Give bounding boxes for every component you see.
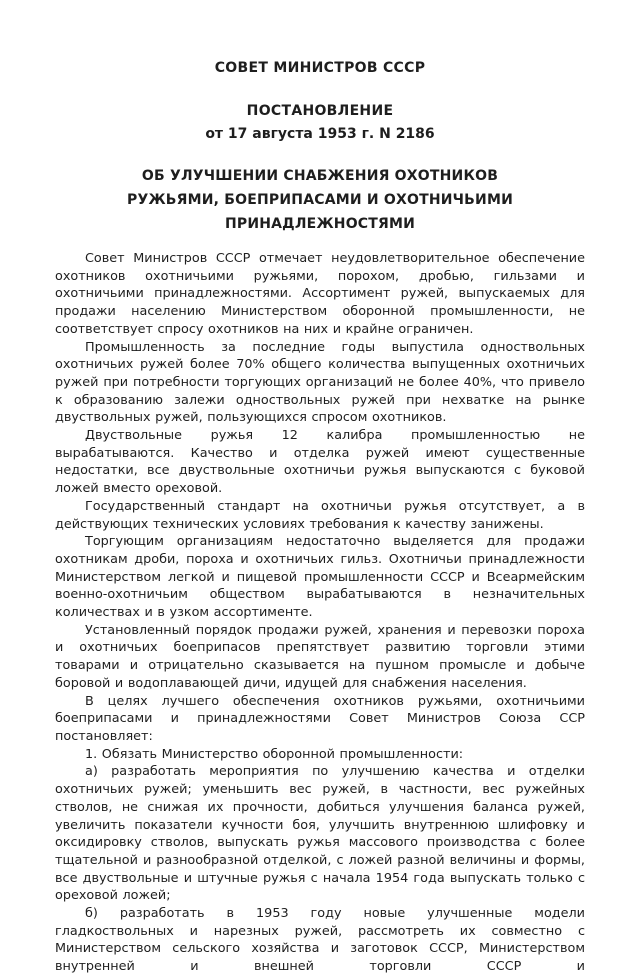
body-paragraph: Торгующим организациям недостаточно выделяется для продажи охотникам дроби, пороха и охотничьих гильз. Охотничьи принадлежности Министерством легкой и пищевой промышленности СССР и Всеармейским военно-охотничьим обществом вырабатываются в незначительных количествах и в узком ассортименте.: [55, 534, 585, 621]
body-paragraph: Промышленность за последние годы выпустила одноствольных охотничьих ружей более 70% общего количества выпущенных охотничьих ружей при потребности торгующих организаций не более 40%, что привело к образованию залежи одноствольных ружей при нехватке на рынке двуствольных ружей, пользующихся спросом охотников.: [55, 339, 585, 426]
document-type: ПОСТАНОВЛЕНИЕ: [246, 103, 394, 119]
body-paragraph: Установленный порядок продажи ружей, хранения и перевозки пороха и охотничьих боеприпасов препятствует развитию торговли этими товарами и отрицательно сказывается на пушном промысле и добыче боровой и водоплавающей дичи, идущей для снабжения населения.: [55, 622, 585, 691]
document-title: ОБ УЛУЧШЕНИИ СНАБЖЕНИЯ ОХОТНИКОВ РУЖЬЯМИ, БОЕПРИПАСАМИ И ОХОТНИЧЬИМИ ПРИНАДЛЕЖНОСТЯМИ: [126, 168, 514, 232]
body-paragraph: В целях лучшего обеспечения охотников ружьями, охотничьими боеприпасами и принадлежностями Совет Министров Союза ССР постановляет:: [55, 693, 585, 744]
body-paragraph-subitem-a: а) разработать мероприятия по улучшению качества и отделки охотничьих ружей; уменьшить вес ружей, в частности, вес ружейных стволов, не снижая их прочности, добиться улучшения баланса ружей, увеличить показатели кучности боя, улучшить внутреннюю шлифовку и оксидировку стволов, выпускать ружья массового производства с более тщательной и разнообразной отделкой, с ложей разной величины и формы, все двуствольные и штучные ружья с начала 1954 года выпускать только с ореховой ложей;: [55, 764, 585, 904]
body-paragraph: Совет Министров СССР отмечает неудовлетворительное обеспечение охотников охотничьими ружьями, порохом, дробью, гильзами и охотничьими принадлежностями. Ассортимент ружей, выпускаемых для продажи населению Министерством оборонной промышленности, не соответствует спросу охотников на них и крайне ограничен.: [55, 251, 585, 337]
body-paragraph: Двуствольные ружья 12 калибра промышленностью не вырабатываются. Качество и отделка ружей имеют существенные недостатки, все двуствольные охотничьи ружья выпускаются с буковой ложей вместо ореховой.: [55, 428, 585, 497]
body-paragraph-subitem-b: б) разработать в 1953 году новые улучшенные модели гладкоствольных и нарезных ружей, рассмотреть их совместно с Министерством сельского хозяйства и заготовок СССР, Министерством внутренней и внешней торговли СССР и: [55, 906, 585, 975]
body-paragraph-item-1: 1. Обязать Министерство оборонной промышленности:: [85, 746, 464, 762]
document-date-number: от 17 августа 1953 г. N 2186: [205, 126, 435, 142]
issuing-authority: СОВЕТ МИНИСТРОВ СССР: [214, 60, 426, 76]
body-paragraph: Государственный стандарт на охотничьи ружья отсутствует, а в действующих технических условиях требования к качеству занижены.: [55, 498, 585, 532]
document-header: [55, 60, 585, 236]
document-body: [55, 250, 585, 976]
